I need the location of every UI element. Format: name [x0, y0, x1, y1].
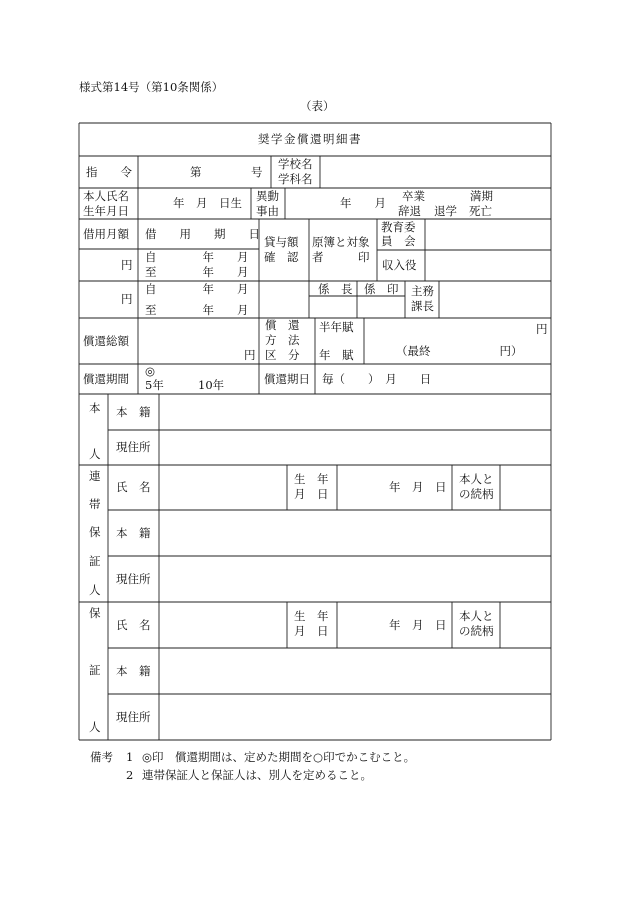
note-2-number: 2: [126, 768, 134, 782]
yen-2: 円: [121, 292, 133, 306]
joint-birth-label-2: 月 日: [294, 487, 329, 501]
period-mark: ◎: [145, 364, 156, 378]
method-label-1: 償 還: [265, 318, 300, 332]
total-repay-yen: 円: [244, 348, 256, 362]
side-label: （表）: [300, 99, 335, 113]
name-label: 本人氏名: [83, 189, 129, 203]
loan-period-label: 借 用 期 日: [145, 227, 260, 241]
notes-label: 備考: [90, 750, 113, 764]
repay-date-value: 毎（ ） 月 日: [322, 372, 432, 386]
joint-group-1: 連: [89, 469, 101, 483]
staff-seal-label: 係 印: [364, 282, 399, 296]
loan-check-label-1: 貸与額: [264, 235, 299, 249]
opt-graduation: 卒業: [402, 189, 425, 203]
joint-birth-value: 年 月 日: [389, 480, 447, 494]
board-label-2: 員 会: [381, 234, 416, 248]
section-chief-label: 係 長: [318, 282, 353, 296]
method-label-3: 区 分: [265, 348, 300, 362]
opt-resignation: 辞退: [398, 204, 421, 218]
self-group-2: 人: [89, 447, 101, 461]
total-repay-label: 償還総額: [83, 334, 129, 348]
from-date-2: 自 年 月: [145, 282, 249, 296]
opt-expiry: 満期: [470, 189, 493, 203]
self-address-label: 現住所: [116, 440, 151, 454]
order-go: 号: [251, 165, 263, 179]
from-date-1: 自 年 月: [145, 250, 249, 264]
note-1-number: 1: [126, 750, 134, 764]
order-dai: 第: [190, 165, 202, 179]
change-label-1: 異動: [256, 189, 279, 203]
opt-withdrawal: 退学: [434, 204, 457, 218]
joint-relation-label-1: 本人と: [459, 472, 494, 486]
guarantor-address-label: 現住所: [116, 710, 151, 724]
repay-amount-yen: 円: [536, 322, 548, 336]
joint-domicile-label: 本 籍: [116, 526, 151, 540]
loan-check-label-2: 確 認: [264, 250, 299, 264]
order-label: 指 令: [86, 165, 132, 179]
guarantor-birth-label-1: 生 年: [294, 609, 329, 623]
self-group-1: 本: [89, 401, 101, 415]
guarantor-birth-value: 年 月 日: [389, 618, 447, 632]
department-label: 学科名: [278, 172, 313, 186]
board-label-1: 教育委: [381, 220, 416, 234]
monthly-loan-label: 借用月額: [83, 227, 129, 241]
yen-1: 円: [121, 258, 133, 272]
form-number: 様式第14号（第10条関係）: [79, 80, 224, 94]
chief-label-1: 主務: [411, 284, 434, 298]
opt-death: 死亡: [469, 204, 492, 218]
guarantor-group-2: 証: [89, 663, 101, 677]
change-label-2: 事由: [256, 204, 279, 218]
joint-address-label: 現住所: [116, 572, 151, 586]
ledger-label-2: 者 印: [312, 250, 370, 264]
joint-relation-label-2: の続柄: [459, 487, 494, 501]
joint-group-2: 帯: [89, 497, 101, 511]
to-date-1: 至 年 月: [145, 265, 249, 279]
guarantor-birth-label-2: 月 日: [294, 624, 329, 638]
joint-group-5: 人: [89, 583, 101, 597]
change-date: 年 月: [340, 196, 386, 210]
form-title: 奨学金償還明細書: [258, 132, 362, 146]
period-ten-years: 10年: [198, 378, 225, 392]
guarantor-relation-label-2: の続柄: [459, 624, 494, 638]
repay-date-label: 償還期日: [264, 372, 310, 386]
birth-date-field: 年 月 日生: [173, 196, 242, 210]
ledger-label-1: 原簿と対象: [312, 235, 370, 249]
guarantor-group-3: 人: [89, 720, 101, 734]
self-domicile-label: 本 籍: [116, 405, 151, 419]
note-2-text: 連帯保証人と保証人は、別人を定めること。: [142, 768, 372, 782]
method-label-2: 方 法: [265, 333, 300, 347]
birthdate-label: 生年月日: [83, 204, 129, 218]
joint-group-4: 証: [89, 554, 101, 568]
repay-period-label: 償還期間: [83, 372, 129, 386]
guarantor-relation-label-1: 本人と: [459, 609, 494, 623]
joint-birth-label-1: 生 年: [294, 472, 329, 486]
guarantor-group-1: 保: [89, 606, 101, 620]
chief-label-2: 課長: [411, 299, 434, 313]
period-five-years: 5年: [145, 378, 164, 392]
half-year-option: 半年賦: [319, 320, 354, 334]
joint-group-3: 保: [89, 525, 101, 539]
yearly-option: 年 賦: [319, 348, 354, 362]
to-date-2: 至 年 月: [145, 303, 249, 317]
guarantor-name-label: 氏 名: [116, 618, 151, 632]
guarantor-domicile-label: 本 籍: [116, 664, 151, 678]
final-amount: （最終 円）: [396, 344, 523, 358]
school-label: 学校名: [278, 157, 313, 171]
cashier-label: 収入役: [382, 258, 417, 272]
joint-name-label: 氏 名: [116, 480, 151, 494]
note-1-text: ◎印 償還期間は、定めた期間を○印でかこむこと。: [142, 750, 416, 764]
